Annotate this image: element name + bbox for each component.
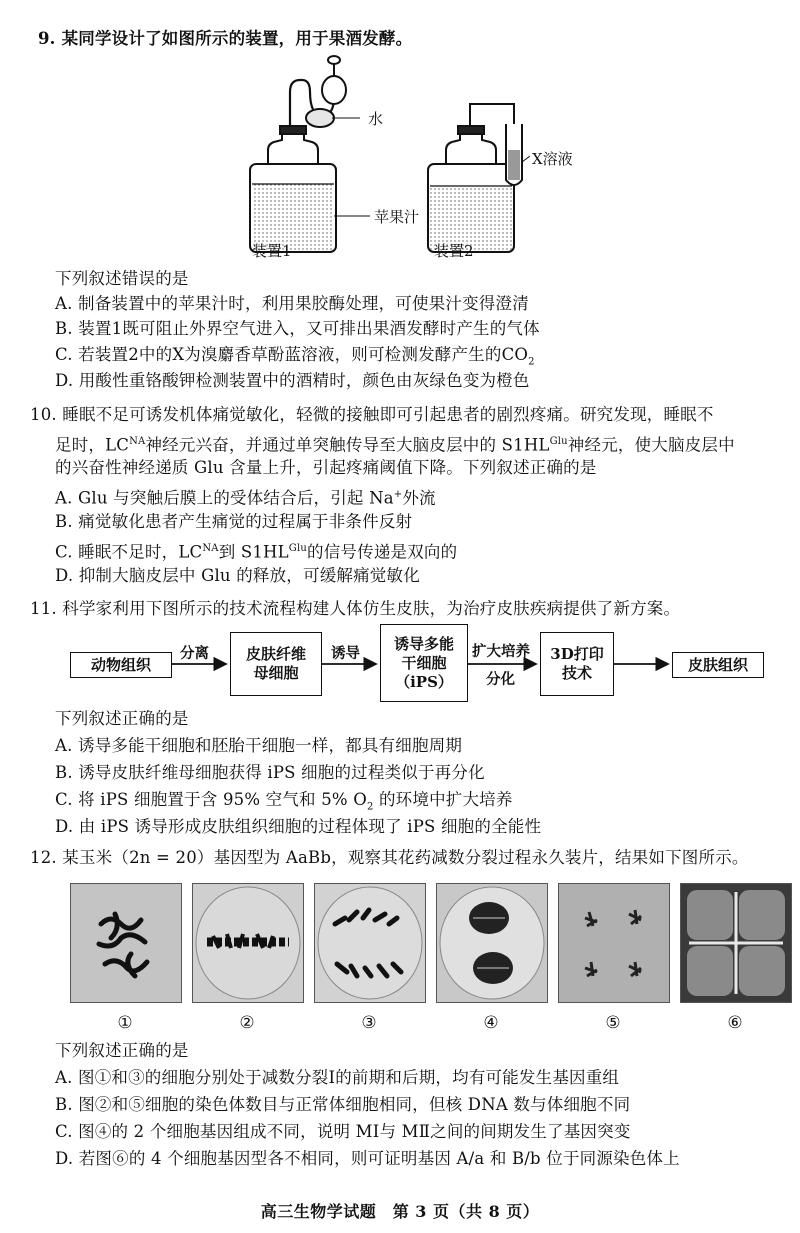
q9-option-b: B. 装置1既可阻止外界空气进入，又可排出果酒发酵时产生的气体 (55, 319, 540, 338)
q9-option-d: D. 用酸性重铬酸钾检测装置中的酒精时，颜色由灰绿色变为橙色 (55, 371, 530, 390)
flow-box-animal-tissue: 动物组织 (70, 652, 172, 678)
q9-option-c: C. 若装置2中的X为溴麝香草酚蓝溶液，则可检测发酵产生的$CO_2$ (55, 345, 535, 368)
q11-option-a: A. 诱导多能干细胞和胚胎干细胞一样，都具有细胞周期 (55, 736, 463, 755)
q9-option-a: A. 制备装置中的苹果汁时，利用果胶酶处理，可使果汁变得澄清 (55, 294, 529, 313)
page-footer: 高三生物学试题 第 3 页（共 8 页） (260, 1202, 540, 1221)
flow-label-separate: 分离 (180, 645, 209, 662)
label-water: 水 (368, 110, 384, 128)
micrograph-2 (192, 883, 304, 1003)
micrograph-1 (70, 883, 182, 1003)
q12-option-d: D. 若图⑥的 4 个细胞基因型各不相同，则可证明基因 A/a 和 B/b 位于同源染色体上 (55, 1149, 680, 1168)
flow-box-3d-printing: 3D打印 技术 (540, 632, 614, 696)
q11-prompt: 下列叙述正确的是 (55, 709, 189, 728)
q9-prompt: 下列叙述错误的是 (55, 269, 189, 288)
q11-option-c: C. 将 iPS 细胞置于含 95% 空气和 5% $O_2$ 的环境中扩大培养 (55, 790, 513, 813)
q10-option-b: B. 痛觉敏化患者产生痛觉的过程属于非条件反射 (55, 512, 413, 531)
micrograph-label-5: ⑤ (605, 1013, 621, 1033)
q10-stem-line2: 足时，$LC^{NA}$神经元兴奋，并通过单突触传导至大脑皮层中的 $S1HL^{Glu}$神经元，使大脑皮层中 (55, 435, 735, 455)
micrograph-label-6: ⑥ (727, 1013, 743, 1033)
micrograph-label-4: ④ (483, 1013, 499, 1033)
label-device1: 装置1 (252, 242, 292, 260)
q10-stem-line3: 的兴奋性神经递质 Glu 含量上升，引起疼痛阈值下降。下列叙述正确的是 (55, 458, 597, 477)
label-device2: 装置2 (434, 242, 474, 260)
flow-label-differentiate: 分化 (486, 671, 515, 688)
q12-stem: 12. 某玉米（2n = 20）基因型为 AaBb，观察其花药减数分裂过程永久装片，结果如下图所示。 (30, 848, 749, 867)
label-x-solution: X溶液 (532, 150, 573, 168)
q12-prompt: 下列叙述正确的是 (55, 1041, 189, 1060)
q11-option-b: B. 诱导皮肤纤维母细胞获得 iPS 细胞的过程类似于再分化 (55, 763, 485, 782)
flow-box-skin-tissue: 皮肤组织 (672, 652, 764, 678)
micrograph-3 (314, 883, 426, 1003)
micrograph-label-3: ③ (361, 1013, 377, 1033)
q9-stem: 9. 某同学设计了如图所示的装置，用于果酒发酵。 (38, 29, 413, 48)
flow-label-induce: 诱导 (331, 645, 360, 662)
flow-box-ips: 诱导多能 干细胞 （iPS） (380, 624, 468, 702)
micrograph-6 (680, 883, 792, 1003)
micrograph-label-1: ① (117, 1013, 133, 1033)
q10-option-d: D. 抑制大脑皮层中 Glu 的释放，可缓解痛觉敏化 (55, 566, 420, 585)
q11-option-d: D. 由 iPS 诱导形成皮肤组织细胞的过程体现了 iPS 细胞的全能性 (55, 817, 542, 836)
q10-stem-line1: 10. 睡眠不足可诱发机体痛觉敏化，轻微的接触即可引起患者的剧烈疼痛。研究发现，睡眠不 (30, 405, 714, 424)
q10-option-c: C. 睡眠不足时，$LC^{NA}$到 $S1HL^{Glu}$的信号传递是双向的 (55, 542, 458, 562)
micrograph-label-2: ② (239, 1013, 255, 1033)
micrograph-5 (558, 883, 670, 1003)
q12-option-c: C. 图④的 2 个细胞基因组成不同，说明 MⅠ与 MⅡ之间的间期发生了基因突变 (55, 1122, 631, 1141)
q10-option-a: A. Glu 与突触后膜上的受体结合后，引起 Na+外流 (55, 488, 436, 508)
flow-label-expand: 扩大培养 (472, 643, 530, 660)
q11-stem: 11. 科学家利用下图所示的技术流程构建人体仿生皮肤，为治疗皮肤疾病提供了新方案。 (30, 599, 681, 618)
flow-box-fibroblast: 皮肤纤维 母细胞 (230, 632, 322, 696)
micrograph-4 (436, 883, 548, 1003)
q12-option-b: B. 图②和⑤细胞的染色体数目与正常体细胞相同，但核 DNA 数与体细胞不同 (55, 1095, 631, 1114)
q12-option-a: A. 图①和③的细胞分别处于减数分裂Ⅰ的前期和后期，均有可能发生基因重组 (55, 1068, 620, 1087)
label-apple-juice: 苹果汁 (374, 208, 420, 226)
